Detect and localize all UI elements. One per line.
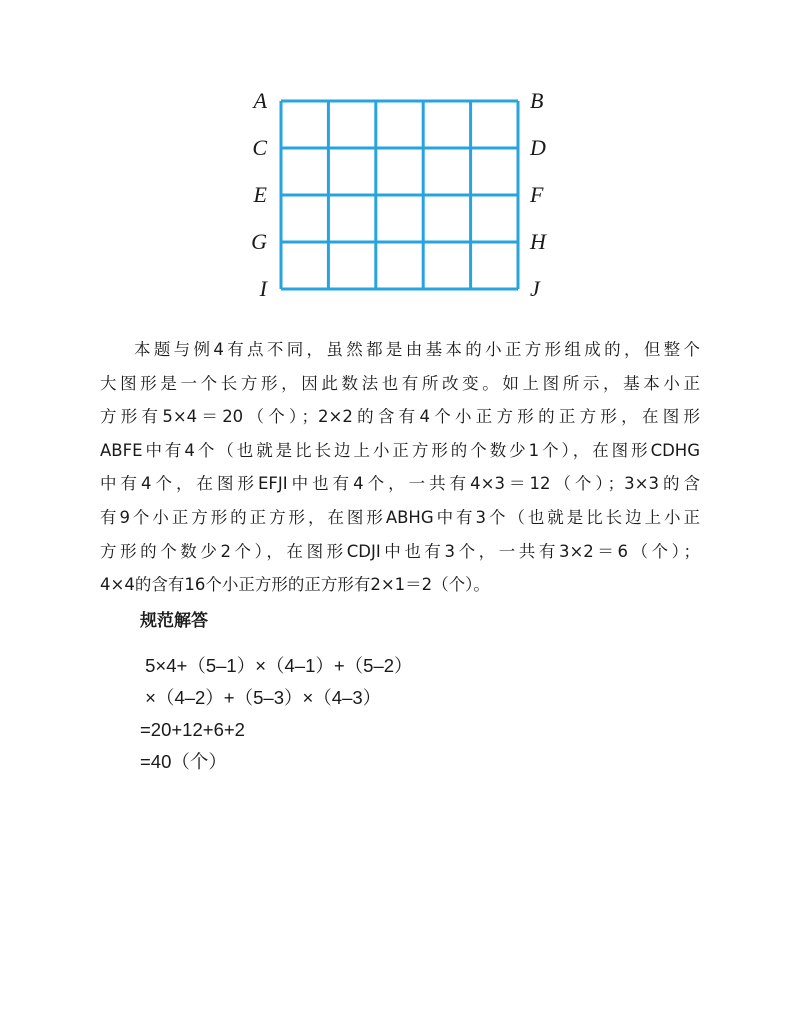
explanation-paragraph <box>100 333 700 602</box>
paragraph-line: 大图形是一个长方形，因此数法也有所改变。如上图所示，基本小正 <box>100 373 700 393</box>
right-point-label: B <box>530 88 544 113</box>
right-point-label: J <box>530 276 540 301</box>
solution-calculation <box>140 650 413 778</box>
paragraph-line: 中有4个，在图形EFJI中也有4个，一共有4×3＝12（个）；3×3的含 <box>100 474 700 494</box>
paragraph-line: 有9个小正方形的正方形，在图形ABHG中有3个（也就是比长边上小正 <box>100 507 700 527</box>
left-point-label: I <box>259 276 267 301</box>
calc-line: =40（个） <box>140 751 227 772</box>
calc-line: 5×4+（5–1）×（4–1）+（5–2） <box>140 655 413 676</box>
calc-line: ×（4–2）+（5–3）×（4–3） <box>140 687 382 708</box>
right-point-label: H <box>530 229 546 254</box>
grid-figure <box>240 85 560 305</box>
paragraph-line: ABFE中有4个（也就是比长边上小正方形的个数少1个），在图形CDHG <box>100 440 700 460</box>
right-point-label: F <box>530 182 544 207</box>
calc-line: =20+12+6+2 <box>140 719 245 740</box>
left-point-labels <box>251 88 269 301</box>
left-point-label: G <box>251 229 267 254</box>
paragraph-line: 方形有5×4＝20（个）；2×2的含有4个小正方形的正方形，在图形 <box>100 407 700 427</box>
right-point-label: D <box>530 135 546 160</box>
left-point-label: A <box>253 88 267 113</box>
paragraph-line: 方形的个数少2个），在图形CDJI中也有3个，一共有3×2＝6（个）； <box>100 541 700 561</box>
paragraph-line: 4×4的含有16个小正方形的正方形有2×1＝2（个）。 <box>100 575 490 595</box>
paragraph-line: 本题与例4有点不同，虽然都是由基本的小正方形组成的，但整个 <box>134 340 700 359</box>
grid-lines <box>281 101 518 289</box>
left-point-label: E <box>253 182 267 207</box>
solution-heading: 规范解答 <box>140 611 208 631</box>
right-point-labels <box>529 88 547 301</box>
left-point-label: C <box>252 135 267 160</box>
